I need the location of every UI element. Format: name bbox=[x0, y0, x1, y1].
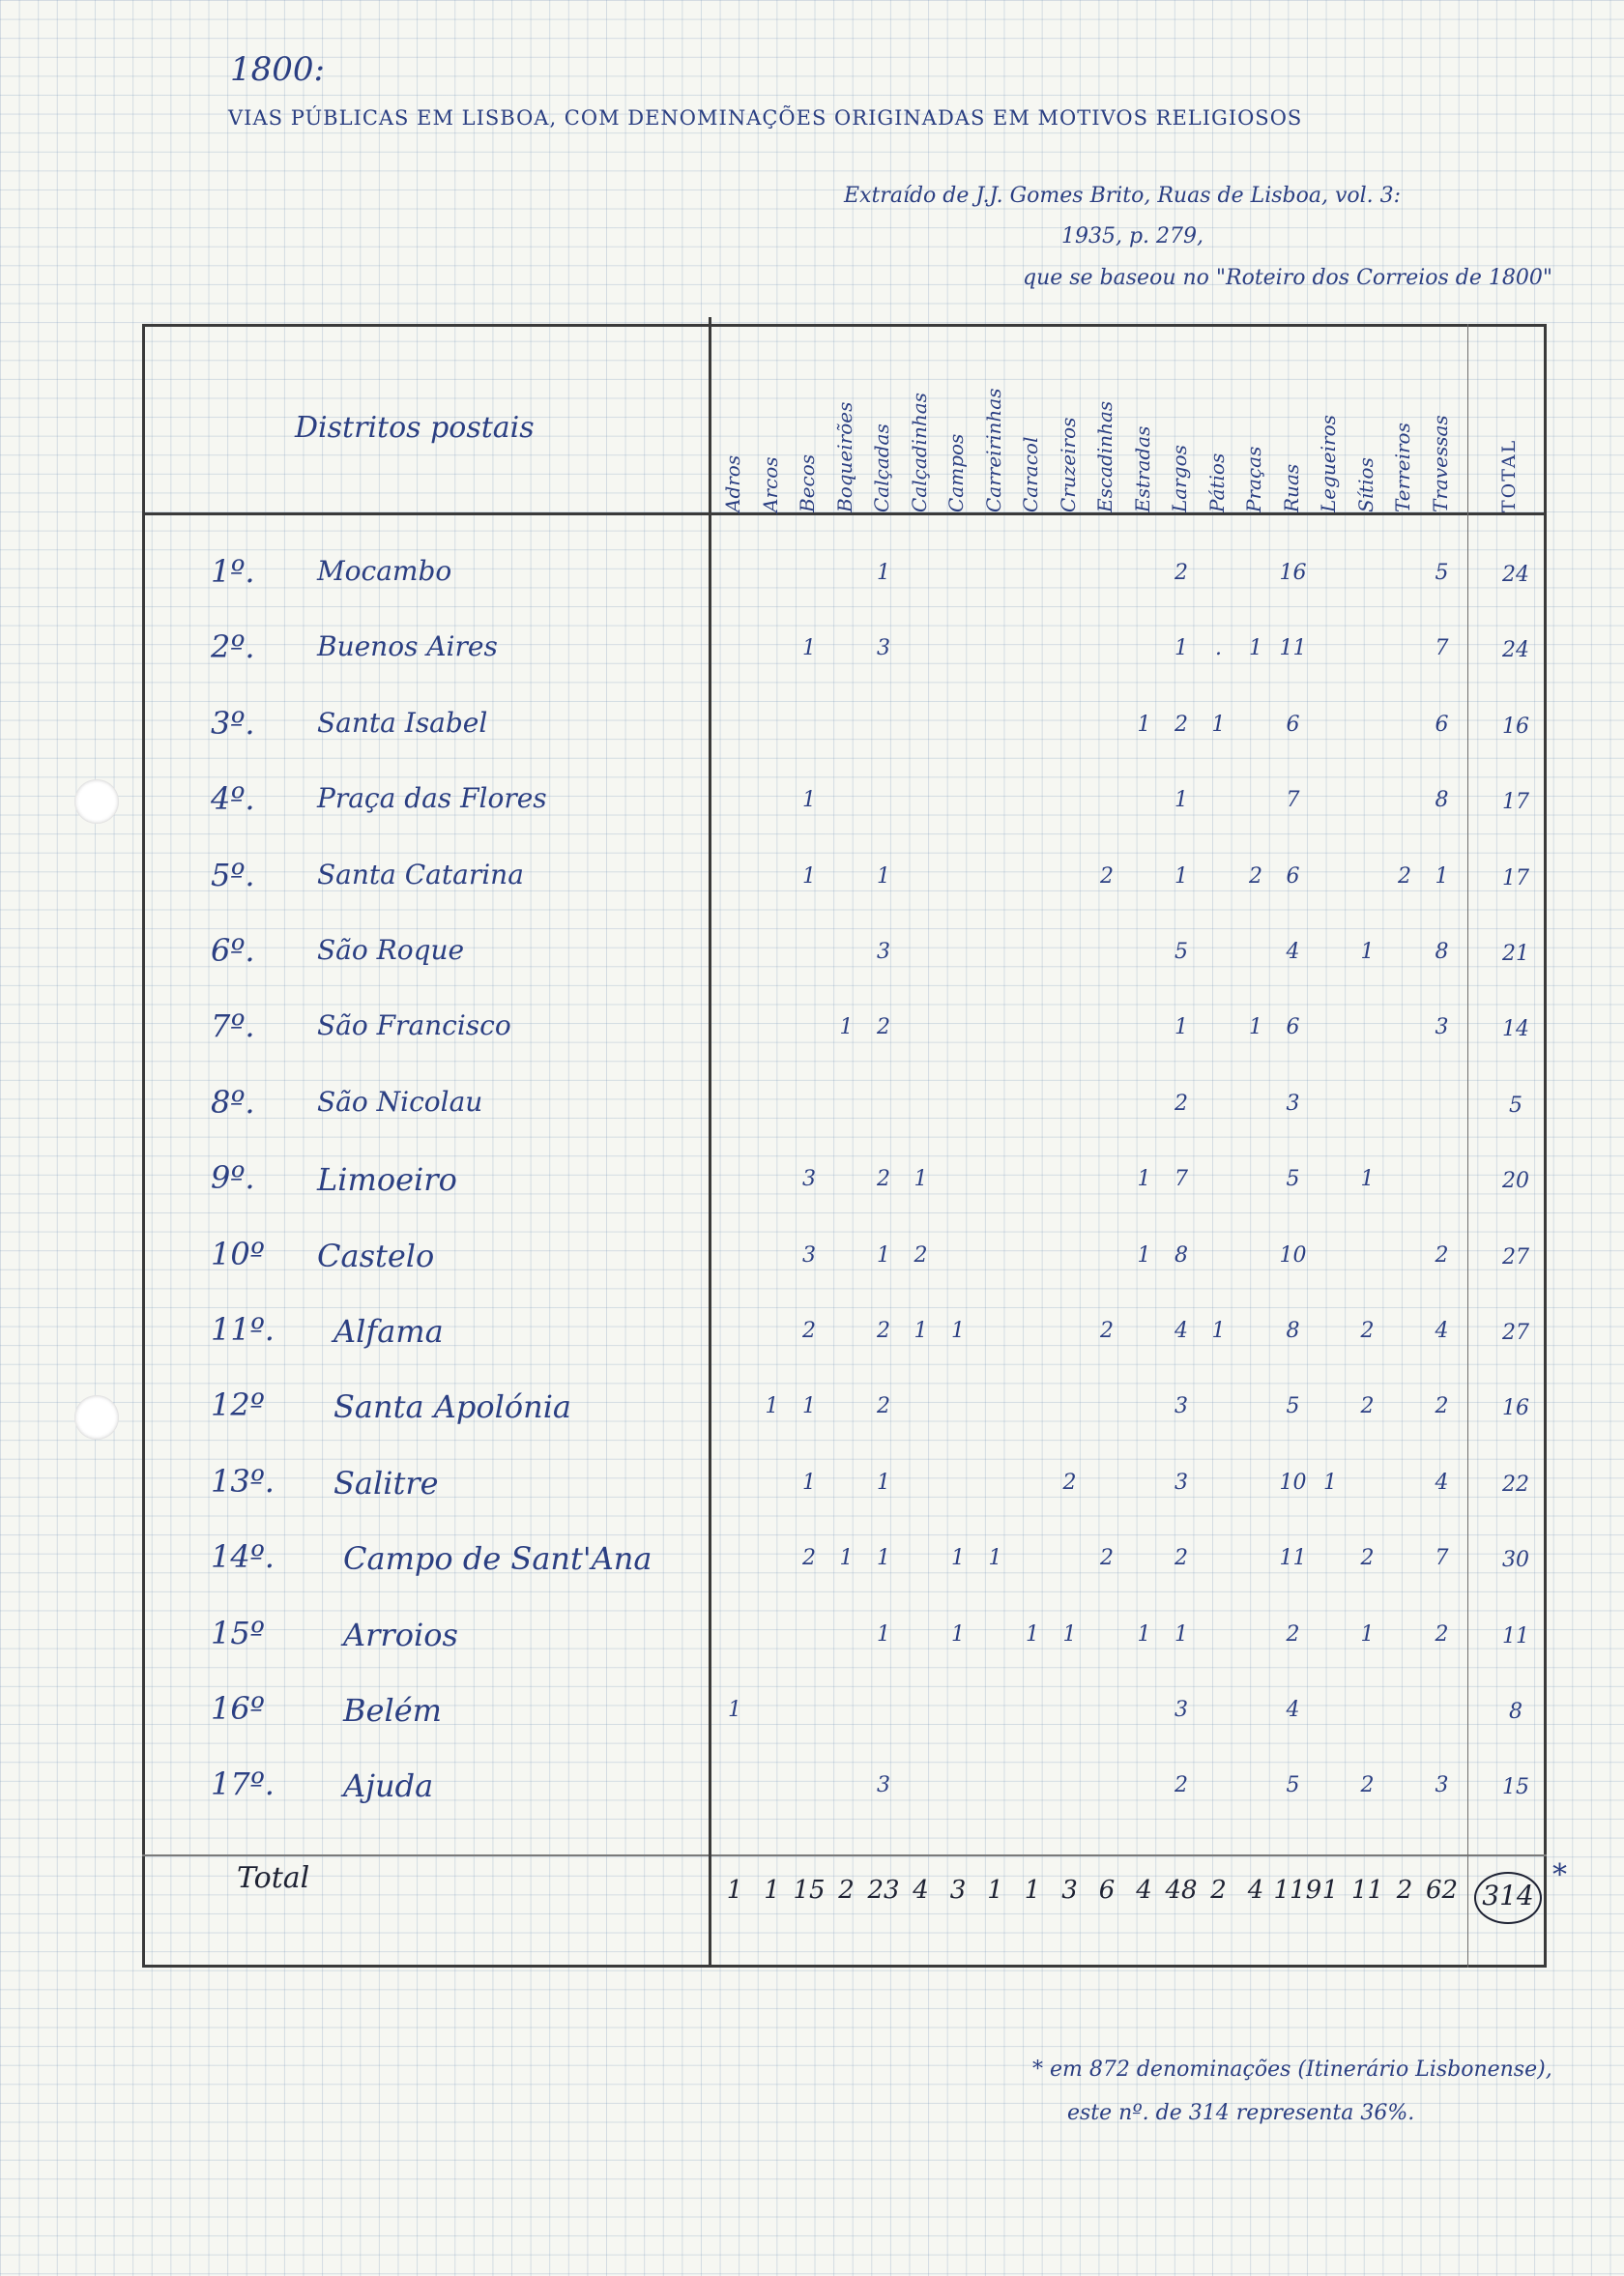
page-title: VIAS PÚBLICAS EM LISBOA, COM DENOMINAÇÕES ORIGINADAS EM MOTIVOS RELIGIOSOS bbox=[228, 106, 1303, 130]
source-line-1: Extraído de J.J. Gomes Brito, Ruas de Lisboa, vol. 3: bbox=[844, 184, 1402, 208]
table-cell: 2 bbox=[1435, 1621, 1449, 1647]
table-cell: 1 bbox=[877, 1470, 890, 1495]
table-cell: 3 bbox=[802, 1167, 816, 1192]
column-header-calcadas: Calçadas bbox=[870, 423, 893, 512]
table-cell: 1 bbox=[728, 1698, 741, 1722]
table-cell: 4 bbox=[1174, 1319, 1188, 1343]
table-cell: 1 bbox=[802, 1394, 816, 1419]
column-header-sitios: Sítios bbox=[1353, 457, 1378, 512]
column-total: 1 bbox=[1024, 1876, 1041, 1905]
table-cell: 1 bbox=[1211, 712, 1226, 737]
column-total: 2 bbox=[1210, 1876, 1227, 1905]
column-total: 1 bbox=[726, 1876, 743, 1905]
district-ordinal: 5º. bbox=[211, 856, 255, 893]
table-cell: 11 bbox=[1279, 636, 1307, 661]
table-cell: 1 bbox=[951, 1621, 965, 1647]
column-header-total: TOTAL bbox=[1498, 438, 1520, 512]
row-total: 30 bbox=[1502, 1548, 1529, 1573]
column-header-boqueiroes: Boqueirões bbox=[832, 401, 856, 512]
table-cell: 3 bbox=[877, 636, 890, 661]
district-name: Campo de Sant'Ana bbox=[343, 1540, 652, 1578]
table-cell: 3 bbox=[1435, 1773, 1449, 1798]
district-ordinal: 6º. bbox=[211, 932, 255, 969]
table-cell: 1 bbox=[877, 1546, 890, 1571]
column-header-carreirinhas: Carreirinhas bbox=[981, 388, 1005, 512]
column-total: 62 bbox=[1425, 1876, 1459, 1905]
table-cell: 5 bbox=[1286, 1773, 1300, 1798]
table-cell: 2 bbox=[1360, 1319, 1375, 1343]
table-cell: 4 bbox=[1435, 1470, 1449, 1495]
table-cell: 1 bbox=[1174, 863, 1188, 889]
district-ordinal: 11º. bbox=[211, 1311, 275, 1348]
table-cell: 2 bbox=[877, 1015, 890, 1040]
table-cell: 8 bbox=[1435, 940, 1449, 964]
district-name: Limoeiro bbox=[317, 1161, 457, 1199]
table-cell: 8 bbox=[1286, 1319, 1300, 1343]
table-cell: 2 bbox=[1360, 1394, 1375, 1419]
table-cell: 2 bbox=[802, 1546, 816, 1571]
column-total: 2 bbox=[838, 1876, 855, 1905]
table-cell: 3 bbox=[1174, 1470, 1188, 1495]
table-cell: 5 bbox=[1286, 1394, 1300, 1419]
table-cell: 2 bbox=[1174, 712, 1188, 737]
column-header-adros: Adros bbox=[721, 454, 744, 512]
column-header-becos: Becos bbox=[796, 453, 819, 512]
column-total: 48 bbox=[1165, 1876, 1198, 1905]
table-cell: 8 bbox=[1174, 1242, 1188, 1268]
table-cell: 4 bbox=[1435, 1319, 1449, 1343]
name-column-divider bbox=[709, 317, 711, 1968]
column-header-calcadinhas: Calçadinhas bbox=[907, 393, 931, 512]
column-total: 4 bbox=[913, 1876, 929, 1905]
table-cell: 5 bbox=[1174, 940, 1188, 964]
table-cell: 7 bbox=[1435, 1546, 1449, 1571]
district-ordinal: 12º bbox=[211, 1386, 265, 1424]
table-cell: 1 bbox=[988, 1546, 1002, 1571]
column-total: 119 bbox=[1273, 1876, 1322, 1905]
column-header-escadinhas: Escadinhas bbox=[1093, 400, 1116, 512]
district-ordinal: 7º. bbox=[211, 1007, 255, 1045]
table-cell: 1 bbox=[1137, 1242, 1151, 1268]
table-cell: 2 bbox=[1435, 1242, 1449, 1268]
district-name: Santa Apolónia bbox=[334, 1388, 571, 1426]
table-cell: 1 bbox=[802, 863, 816, 889]
table-cell: 4 bbox=[1286, 1698, 1300, 1722]
table-cell: 7 bbox=[1174, 1167, 1188, 1192]
table-cell: 6 bbox=[1435, 712, 1449, 737]
district-name: Alfama bbox=[334, 1313, 444, 1350]
header-divider bbox=[142, 512, 1547, 515]
column-total: 1 bbox=[987, 1876, 1003, 1905]
column-header-arcos: Arcos bbox=[758, 456, 782, 512]
district-ordinal: 8º. bbox=[211, 1083, 255, 1121]
row-total: 21 bbox=[1502, 942, 1529, 966]
district-name: Buenos Aires bbox=[317, 630, 498, 663]
table-cell: 1 bbox=[951, 1546, 965, 1571]
district-ordinal: 14º. bbox=[211, 1538, 275, 1576]
table-cell: 2 bbox=[1174, 1773, 1188, 1798]
table-cell: 10 bbox=[1279, 1470, 1307, 1495]
source-line-3: que se baseou no "Roteiro dos Correios de 1800" bbox=[1023, 266, 1552, 290]
row-total: 17 bbox=[1502, 790, 1529, 815]
table-cell: 2 bbox=[877, 1394, 890, 1419]
row-total: 5 bbox=[1509, 1093, 1522, 1118]
row-total: 16 bbox=[1502, 714, 1529, 739]
table-cell: 2 bbox=[1100, 1546, 1114, 1571]
row-total: 14 bbox=[1502, 1017, 1529, 1042]
column-header-cruzeiros: Cruzeiros bbox=[1056, 417, 1080, 512]
table-cell: 11 bbox=[1279, 1546, 1307, 1571]
table-cell: 1 bbox=[1137, 1621, 1151, 1647]
district-name: Salitre bbox=[334, 1464, 439, 1502]
page-year: 1800: bbox=[230, 50, 325, 89]
row-total: 22 bbox=[1502, 1472, 1529, 1497]
district-ordinal: 13º. bbox=[211, 1462, 275, 1500]
table-cell: 1 bbox=[1360, 940, 1375, 964]
table-cell: 1 bbox=[839, 1015, 854, 1040]
row-total: 8 bbox=[1509, 1700, 1522, 1724]
column-header-largos: Largos bbox=[1168, 445, 1191, 512]
column-header-pracas: Praças bbox=[1242, 446, 1265, 512]
district-ordinal: 3º. bbox=[211, 704, 255, 742]
table-cell: 2 bbox=[914, 1242, 928, 1268]
column-header-caracol: Caracol bbox=[1019, 436, 1042, 512]
column-total: 3 bbox=[1061, 1876, 1078, 1905]
district-name: Mocambo bbox=[317, 555, 452, 587]
total-label: Total bbox=[237, 1861, 310, 1895]
table-cell: 1 bbox=[877, 1242, 890, 1268]
table-cell: 1 bbox=[1137, 1167, 1151, 1192]
table-cell: 2 bbox=[1398, 863, 1411, 889]
column-total: 1 bbox=[1321, 1876, 1339, 1905]
table-cell: 1 bbox=[1174, 1015, 1188, 1040]
district-ordinal: 2º. bbox=[211, 628, 255, 666]
column-total: 4 bbox=[1247, 1876, 1264, 1905]
district-name: São Nicolau bbox=[317, 1085, 483, 1118]
row-total: 20 bbox=[1502, 1169, 1529, 1194]
table-cell: 3 bbox=[1174, 1394, 1188, 1419]
table-cell: 2 bbox=[1100, 863, 1114, 889]
table-cell: 1 bbox=[1137, 712, 1151, 737]
table-cell: 8 bbox=[1435, 788, 1449, 813]
table-cell: 1 bbox=[1249, 1015, 1262, 1040]
table-cell: 2 bbox=[1360, 1546, 1375, 1571]
table-cell: 3 bbox=[1435, 1015, 1449, 1040]
table-cell: 2 bbox=[1360, 1773, 1375, 1798]
row-total: 27 bbox=[1502, 1321, 1529, 1345]
asterisk-mark: * bbox=[1552, 1858, 1567, 1892]
table-cell: 2 bbox=[1249, 863, 1262, 889]
district-name: Ajuda bbox=[343, 1767, 434, 1805]
table-cell: 1 bbox=[802, 1470, 816, 1495]
footnote-line-1: * em 872 denominações (Itinerário Lisbonense), bbox=[1032, 2057, 1552, 2082]
row-total: 24 bbox=[1502, 563, 1529, 587]
table-cell: 5 bbox=[1286, 1167, 1300, 1192]
table-cell: 1 bbox=[914, 1319, 928, 1343]
district-name: São Francisco bbox=[317, 1009, 511, 1042]
district-ordinal: 17º. bbox=[211, 1765, 275, 1803]
table-cell: 10 bbox=[1279, 1242, 1307, 1268]
column-header-terreiros: Terreiros bbox=[1391, 423, 1414, 512]
table-cell: 6 bbox=[1286, 712, 1300, 737]
table-cell: 2 bbox=[1174, 561, 1188, 585]
table-cell: 2 bbox=[1286, 1621, 1300, 1647]
table-cell: 2 bbox=[1174, 1546, 1188, 1571]
column-total: 2 bbox=[1396, 1876, 1413, 1905]
punch-hole bbox=[74, 779, 119, 824]
column-total: 4 bbox=[1136, 1876, 1152, 1905]
column-total: 3 bbox=[949, 1876, 967, 1905]
table-cell: 16 bbox=[1279, 561, 1307, 585]
column-total: 1 bbox=[764, 1876, 780, 1905]
district-ordinal: 16º bbox=[211, 1690, 265, 1727]
table-cell: 3 bbox=[877, 940, 890, 964]
column-header-estradas: Estradas bbox=[1130, 425, 1154, 512]
district-name: Castelo bbox=[317, 1237, 435, 1274]
punch-hole bbox=[74, 1395, 119, 1440]
column-total: 15 bbox=[793, 1876, 826, 1905]
table-cell: 1 bbox=[1174, 636, 1188, 661]
table-cell: 2 bbox=[1100, 1319, 1114, 1343]
table-cell: 1 bbox=[877, 863, 890, 889]
column-header-legueiros: Legueiros bbox=[1317, 415, 1340, 512]
source-line-2: 1935, p. 279, bbox=[1061, 224, 1204, 248]
district-ordinal: 1º. bbox=[211, 553, 255, 590]
row-header: Distritos postais bbox=[295, 411, 535, 445]
district-name: Arroios bbox=[343, 1616, 458, 1653]
row-total: 15 bbox=[1502, 1775, 1529, 1800]
total-column-divider bbox=[1467, 324, 1468, 1968]
total-divider bbox=[142, 1854, 1547, 1856]
table-cell: 2 bbox=[1062, 1470, 1077, 1495]
district-ordinal: 4º. bbox=[211, 780, 255, 818]
column-header-travessas: Travessas bbox=[1428, 415, 1452, 512]
footnote-line-2: este nº. de 314 representa 36%. bbox=[1067, 2101, 1415, 2125]
table-cell: 1 bbox=[802, 788, 816, 813]
table-cell: 2 bbox=[1174, 1091, 1188, 1116]
column-header-patios: Pátios bbox=[1204, 452, 1229, 512]
column-total: 6 bbox=[1098, 1876, 1116, 1905]
table-cell: 1 bbox=[1360, 1621, 1375, 1647]
district-ordinal: 9º. bbox=[211, 1159, 255, 1197]
table-cell: 1 bbox=[802, 636, 816, 661]
district-name: Belém bbox=[343, 1692, 442, 1729]
table-cell: 3 bbox=[877, 1773, 890, 1798]
district-name: Santa Catarina bbox=[317, 858, 524, 890]
column-total: 11 bbox=[1350, 1876, 1384, 1905]
table-cell: 3 bbox=[1286, 1091, 1300, 1116]
table-cell: 6 bbox=[1286, 1015, 1300, 1040]
table-cell: 2 bbox=[877, 1319, 890, 1343]
table-cell: 1 bbox=[1360, 1167, 1375, 1192]
row-total: 17 bbox=[1502, 865, 1529, 890]
table-cell: 3 bbox=[1174, 1698, 1188, 1722]
table-cell: 4 bbox=[1286, 940, 1300, 964]
table-cell: 6 bbox=[1286, 863, 1300, 889]
table-cell: 1 bbox=[839, 1546, 854, 1571]
table-cell: 7 bbox=[1286, 788, 1300, 813]
table-cell: 1 bbox=[765, 1394, 779, 1419]
table-cell: . bbox=[1215, 636, 1222, 661]
row-total: 27 bbox=[1502, 1244, 1529, 1269]
grand-total: 314 bbox=[1482, 1880, 1534, 1911]
table-cell: 1 bbox=[877, 1621, 890, 1647]
column-header-campos: Campos bbox=[944, 433, 968, 512]
table-cell: 3 bbox=[802, 1242, 816, 1268]
table-cell: 5 bbox=[1435, 561, 1449, 585]
table-cell: 1 bbox=[1323, 1470, 1337, 1495]
district-name: Praça das Flores bbox=[317, 782, 547, 815]
district-name: Santa Isabel bbox=[317, 706, 488, 739]
district-ordinal: 10º bbox=[211, 1235, 265, 1272]
table-cell: 1 bbox=[951, 1319, 965, 1343]
table-cell: 1 bbox=[877, 561, 890, 585]
table-cell: 1 bbox=[1062, 1621, 1077, 1647]
row-total: 16 bbox=[1502, 1396, 1529, 1421]
table-cell: 1 bbox=[1174, 788, 1188, 813]
table-cell: 1 bbox=[1174, 1621, 1188, 1647]
district-name: São Roque bbox=[317, 934, 465, 966]
column-total: 23 bbox=[867, 1876, 900, 1905]
table-cell: 1 bbox=[914, 1167, 928, 1192]
table-cell: 2 bbox=[802, 1319, 816, 1343]
column-header-ruas: Ruas bbox=[1279, 463, 1303, 512]
table-cell: 7 bbox=[1435, 636, 1449, 661]
district-ordinal: 15º bbox=[211, 1614, 265, 1651]
table-cell: 2 bbox=[877, 1167, 890, 1192]
row-total: 24 bbox=[1502, 638, 1529, 663]
table-cell: 1 bbox=[1435, 863, 1449, 889]
row-total: 11 bbox=[1502, 1623, 1529, 1649]
table-cell: 2 bbox=[1435, 1394, 1449, 1419]
table-cell: 1 bbox=[1026, 1621, 1039, 1647]
table-cell: 1 bbox=[1249, 636, 1262, 661]
table-cell: 1 bbox=[1211, 1319, 1226, 1343]
